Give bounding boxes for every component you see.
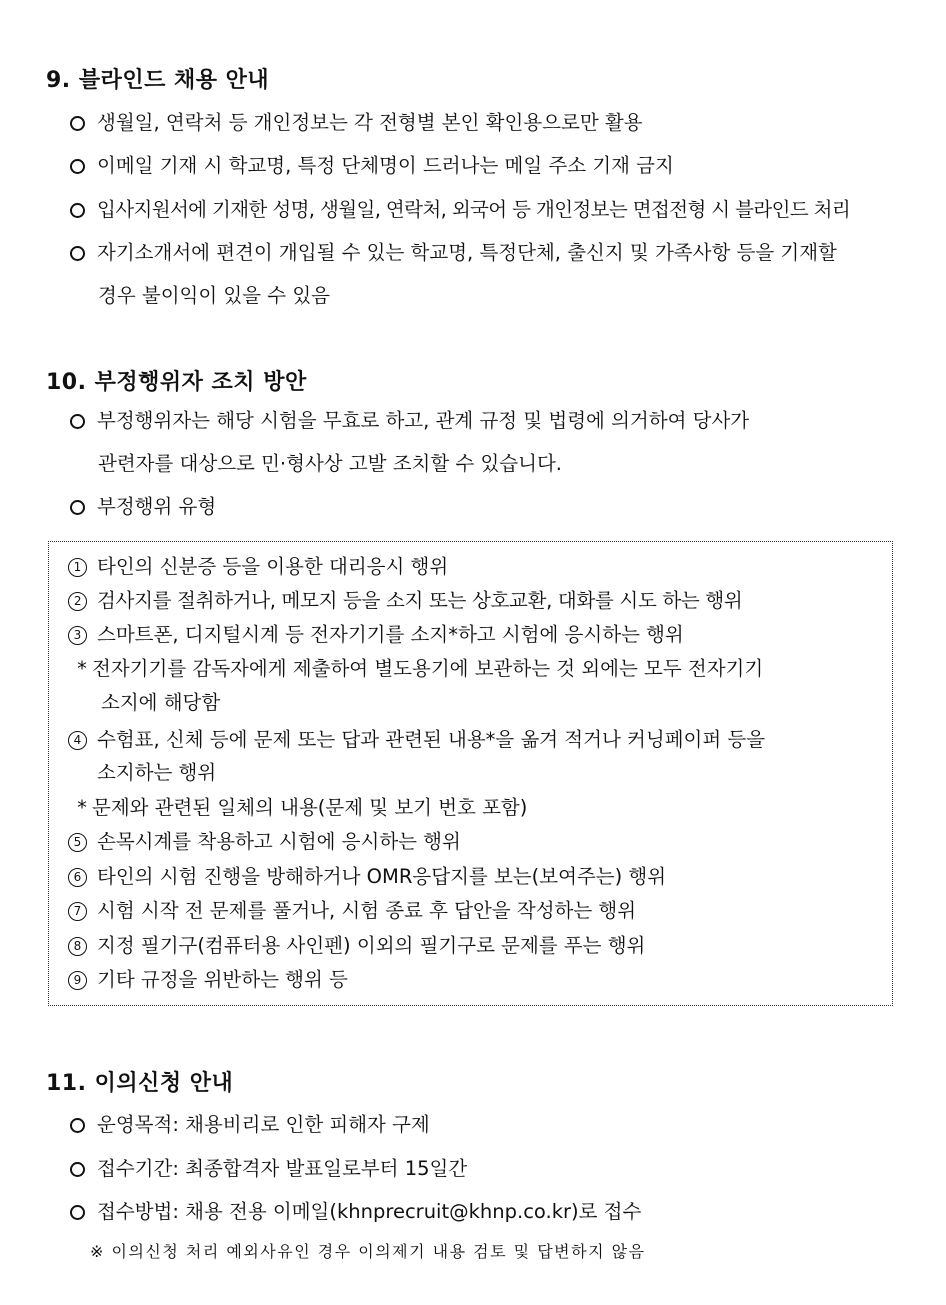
circled-number: 8: [68, 937, 87, 956]
circled-number: 7: [68, 902, 87, 921]
circle-bullet-icon: [70, 500, 85, 515]
sec11-item-3: 접수방법: 채용 전용 이메일(khnprecruit@khnp.co.kr)로 접수: [70, 1199, 641, 1225]
asterisk-marker: *: [77, 657, 87, 680]
circled-number: 3: [68, 626, 87, 645]
circle-bullet-icon: [70, 1162, 85, 1177]
sec11-item-1: 운영목적: 채용비리로 인한 피해자 구제: [70, 1112, 430, 1138]
misconduct-4: 4 수험표, 신체 등에 문제 또는 답과 관련된 내용*을 옮겨 적거나 커닝페이퍼 등을: [68, 727, 765, 753]
misconduct-3-note-continued: 소지에 해당함: [101, 691, 221, 714]
misconduct-4-continued: 소지하는 행위: [97, 761, 217, 784]
misconduct-7: 7 시험 시작 전 문제를 풀거나, 시험 종료 후 답안을 작성하는 행위: [68, 898, 636, 924]
misconduct-5: 5 손목시계를 착용하고 시험에 응시하는 행위: [68, 829, 461, 855]
misconduct-8: 8 지정 필기구(컴퓨터용 사인펜) 이외의 필기구로 문제를 푸는 행위: [68, 933, 645, 959]
circle-bullet-icon: [70, 246, 85, 261]
misconduct-2: 2 검사지를 절취하거나, 메모지 등을 소지 또는 상호교환, 대화를 시도 하는 행위: [68, 588, 742, 614]
circled-number: 1: [68, 558, 87, 577]
circle-bullet-icon: [70, 203, 85, 218]
section-10-title: 10. 부정행위자 조치 방안: [46, 370, 307, 395]
circle-bullet-icon: [70, 116, 85, 131]
sec9-item-2: 이메일 기재 시 학교명, 특정 단체명이 드러나는 메일 주소 기재 금지: [70, 153, 674, 179]
sec11-item-2: 접수기간: 최종합격자 발표일로부터 15일간: [70, 1156, 467, 1182]
sec9-item-4: 자기소개서에 편견이 개입될 수 있는 학교명, 특정단체, 출신지 및 가족사항 등을 기재할: [70, 240, 837, 266]
sec9-item-3: 입사지원서에 기재한 성명, 생월일, 연락처, 외국어 등 개인정보는 면접전형 시 블라인드 처리: [70, 197, 850, 223]
misconduct-3-note: * 전자기기를 감독자에게 제출하여 별도용기에 보관하는 것 외에는 모두 전자기기: [72, 656, 763, 682]
section-9-title: 9. 블라인드 채용 안내: [46, 68, 270, 93]
circled-number: 2: [68, 592, 87, 611]
sec10-item-2: 부정행위 유형: [70, 494, 216, 520]
circle-bullet-icon: [70, 1118, 85, 1133]
misconduct-9: 9 기타 규정을 위반하는 행위 등: [68, 967, 348, 993]
circle-bullet-icon: [70, 159, 85, 174]
section-11-title: 11. 이의신청 안내: [46, 1071, 234, 1096]
sec9-item-4-continued: 경우 불이익이 있을 수 있음: [98, 284, 331, 307]
circled-number: 6: [68, 868, 87, 887]
misconduct-6: 6 타인의 시험 진행을 방해하거나 OMR응답지를 보는(보여주는) 행위: [68, 864, 666, 890]
sec10-item-1: 부정행위자는 해당 시험을 무효로 하고, 관계 규정 및 법령에 의거하여 당사가: [70, 408, 749, 434]
misconduct-4-note: * 문제와 관련된 일체의 내용(문제 및 보기 번호 포함): [72, 795, 527, 821]
circled-number: 9: [68, 971, 87, 990]
misconduct-1: 1 타인의 신분증 등을 이용한 대리응시 행위: [68, 554, 448, 580]
sec10-item-1-continued: 관련자를 대상으로 민·형사상 고발 조치할 수 있습니다.: [98, 452, 563, 475]
objection-note: ※ 이의신청 처리 예외사유인 경우 이의제기 내용 검토 및 답변하지 않음: [90, 1242, 646, 1261]
circle-bullet-icon: [70, 1205, 85, 1220]
misconduct-3: 3 스마트폰, 디지털시계 등 전자기기를 소지*하고 시험에 응시하는 행위: [68, 622, 684, 648]
sec9-item-1: 생월일, 연락처 등 개인정보는 각 전형별 본인 확인용으로만 활용: [70, 110, 643, 136]
circle-bullet-icon: [70, 414, 85, 429]
asterisk-marker: *: [77, 796, 87, 819]
circled-number: 5: [68, 833, 87, 852]
circled-number: 4: [68, 731, 87, 750]
